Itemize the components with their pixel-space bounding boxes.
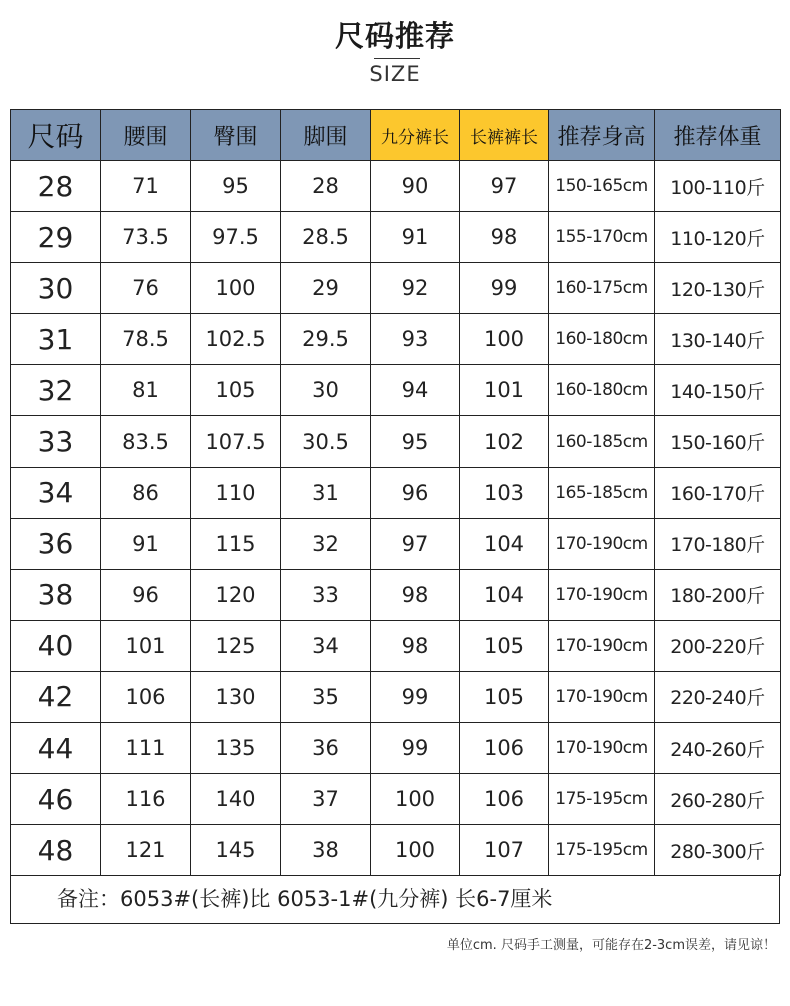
cell-leg-opening: 35	[281, 671, 371, 722]
cell-size: 33	[11, 416, 101, 467]
cell-hip: 102.5	[191, 314, 281, 365]
cell-leg-opening: 30.5	[281, 416, 371, 467]
cell-height: 160-175cm	[549, 263, 655, 314]
header-hip: 臀围	[191, 110, 281, 161]
cell-weight: 110-120斤	[655, 212, 781, 263]
cell-height: 170-190cm	[549, 620, 655, 671]
cell-weight: 120-130斤	[655, 263, 781, 314]
cell-hip: 125	[191, 620, 281, 671]
cell-size: 28	[11, 161, 101, 212]
header-size: 尺码	[11, 110, 101, 161]
cell-cropped-length: 98	[371, 569, 460, 620]
table-row	[11, 365, 781, 416]
cell-waist: 121	[101, 825, 191, 876]
header-waist: 腰围	[101, 110, 191, 161]
cell-height: 170-190cm	[549, 671, 655, 722]
cell-waist: 106	[101, 671, 191, 722]
table-row	[11, 620, 781, 671]
cell-height: 170-190cm	[549, 518, 655, 569]
cell-full-length: 98	[460, 212, 549, 263]
footer-disclaimer: 单位cm. 尺码手工测量，可能存在2-3cm误差，请见谅！	[446, 938, 776, 953]
table-row	[11, 825, 781, 876]
cell-size: 30	[11, 263, 101, 314]
cell-full-length: 104	[460, 569, 549, 620]
cell-full-length: 105	[460, 671, 549, 722]
cell-cropped-length: 99	[371, 671, 460, 722]
cell-waist: 111	[101, 723, 191, 774]
cell-weight: 150-160斤	[655, 416, 781, 467]
cell-height: 165-185cm	[549, 467, 655, 518]
cell-cropped-length: 100	[371, 774, 460, 825]
cell-weight: 240-260斤	[655, 723, 781, 774]
cell-size: 48	[11, 825, 101, 876]
cell-full-length: 100	[460, 314, 549, 365]
header-row	[11, 110, 781, 161]
cell-leg-opening: 33	[281, 569, 371, 620]
cell-leg-opening: 31	[281, 467, 371, 518]
cell-weight: 200-220斤	[655, 620, 781, 671]
cell-cropped-length: 95	[371, 416, 460, 467]
cell-waist: 78.5	[101, 314, 191, 365]
cell-full-length: 103	[460, 467, 549, 518]
cell-size: 34	[11, 467, 101, 518]
cell-height: 155-170cm	[549, 212, 655, 263]
page-title: 尺码推荐	[334, 19, 455, 53]
cell-hip: 120	[191, 569, 281, 620]
cell-waist: 116	[101, 774, 191, 825]
cell-waist: 73.5	[101, 212, 191, 263]
cell-weight: 220-240斤	[655, 671, 781, 722]
header-leg-opening: 脚围	[281, 110, 371, 161]
cell-leg-opening: 28	[281, 161, 371, 212]
cell-cropped-length: 92	[371, 263, 460, 314]
table-row	[11, 518, 781, 569]
cell-full-length: 105	[460, 620, 549, 671]
cell-weight: 140-150斤	[655, 365, 781, 416]
cell-waist: 91	[101, 518, 191, 569]
cell-waist: 101	[101, 620, 191, 671]
cell-hip: 100	[191, 263, 281, 314]
cell-weight: 130-140斤	[655, 314, 781, 365]
cell-weight: 100-110斤	[655, 161, 781, 212]
note-text: 备注：6053#(长裤)比 6053-1#(九分裤) 长6-7厘米	[10, 874, 780, 924]
cell-size: 42	[11, 671, 101, 722]
cell-hip: 107.5	[191, 416, 281, 467]
cell-size: 38	[11, 569, 101, 620]
table-row	[11, 774, 781, 825]
cell-leg-opening: 37	[281, 774, 371, 825]
cell-cropped-length: 94	[371, 365, 460, 416]
cell-hip: 105	[191, 365, 281, 416]
cell-leg-opening: 32	[281, 518, 371, 569]
cell-leg-opening: 34	[281, 620, 371, 671]
cell-cropped-length: 98	[371, 620, 460, 671]
cell-size: 46	[11, 774, 101, 825]
cell-leg-opening: 38	[281, 825, 371, 876]
table-row	[11, 212, 781, 263]
table-row	[11, 671, 781, 722]
cell-size: 32	[11, 365, 101, 416]
header-full-length: 长裤裤长	[460, 110, 549, 161]
cell-cropped-length: 93	[371, 314, 460, 365]
cell-hip: 97.5	[191, 212, 281, 263]
cell-leg-opening: 29.5	[281, 314, 371, 365]
cell-leg-opening: 29	[281, 263, 371, 314]
table-row	[11, 467, 781, 518]
cell-size: 36	[11, 518, 101, 569]
table-row	[11, 416, 781, 467]
cell-cropped-length: 99	[371, 723, 460, 774]
size-table	[10, 109, 781, 876]
cell-hip: 110	[191, 467, 281, 518]
cell-hip: 130	[191, 671, 281, 722]
cell-waist: 76	[101, 263, 191, 314]
cell-weight: 170-180斤	[655, 518, 781, 569]
cell-leg-opening: 28.5	[281, 212, 371, 263]
cell-cropped-length: 100	[371, 825, 460, 876]
header-recommended-height: 推荐身高	[549, 110, 655, 161]
cell-full-length: 99	[460, 263, 549, 314]
cell-hip: 145	[191, 825, 281, 876]
header-cropped-length: 九分裤长	[371, 110, 460, 161]
cell-waist: 81	[101, 365, 191, 416]
cell-full-length: 101	[460, 365, 549, 416]
cell-cropped-length: 90	[371, 161, 460, 212]
cell-height: 170-190cm	[549, 723, 655, 774]
cell-waist: 83.5	[101, 416, 191, 467]
cell-full-length: 102	[460, 416, 549, 467]
header-recommended-weight: 推荐体重	[655, 110, 781, 161]
cell-full-length: 107	[460, 825, 549, 876]
cell-cropped-length: 97	[371, 518, 460, 569]
cell-size: 44	[11, 723, 101, 774]
cell-hip: 95	[191, 161, 281, 212]
cell-full-length: 104	[460, 518, 549, 569]
table-row	[11, 723, 781, 774]
cell-hip: 115	[191, 518, 281, 569]
cell-height: 175-195cm	[549, 774, 655, 825]
table-body	[11, 161, 781, 876]
cell-weight: 160-170斤	[655, 467, 781, 518]
table-row	[11, 263, 781, 314]
table-row	[11, 314, 781, 365]
cell-weight: 280-300斤	[655, 825, 781, 876]
table-row	[11, 569, 781, 620]
cell-cropped-length: 91	[371, 212, 460, 263]
cell-height: 175-195cm	[549, 825, 655, 876]
cell-waist: 86	[101, 467, 191, 518]
cell-weight: 260-280斤	[655, 774, 781, 825]
cell-waist: 71	[101, 161, 191, 212]
cell-full-length: 106	[460, 774, 549, 825]
cell-height: 160-180cm	[549, 365, 655, 416]
cell-size: 40	[11, 620, 101, 671]
cell-leg-opening: 36	[281, 723, 371, 774]
page-subtitle: SIZE	[369, 62, 421, 86]
cell-full-length: 97	[460, 161, 549, 212]
cell-cropped-length: 96	[371, 467, 460, 518]
cell-height: 170-190cm	[549, 569, 655, 620]
cell-leg-opening: 30	[281, 365, 371, 416]
cell-hip: 140	[191, 774, 281, 825]
table-row	[11, 161, 781, 212]
cell-height: 160-185cm	[549, 416, 655, 467]
title-divider	[374, 58, 420, 59]
cell-size: 31	[11, 314, 101, 365]
cell-hip: 135	[191, 723, 281, 774]
cell-waist: 96	[101, 569, 191, 620]
cell-weight: 180-200斤	[655, 569, 781, 620]
cell-height: 160-180cm	[549, 314, 655, 365]
cell-size: 29	[11, 212, 101, 263]
cell-full-length: 106	[460, 723, 549, 774]
cell-height: 150-165cm	[549, 161, 655, 212]
